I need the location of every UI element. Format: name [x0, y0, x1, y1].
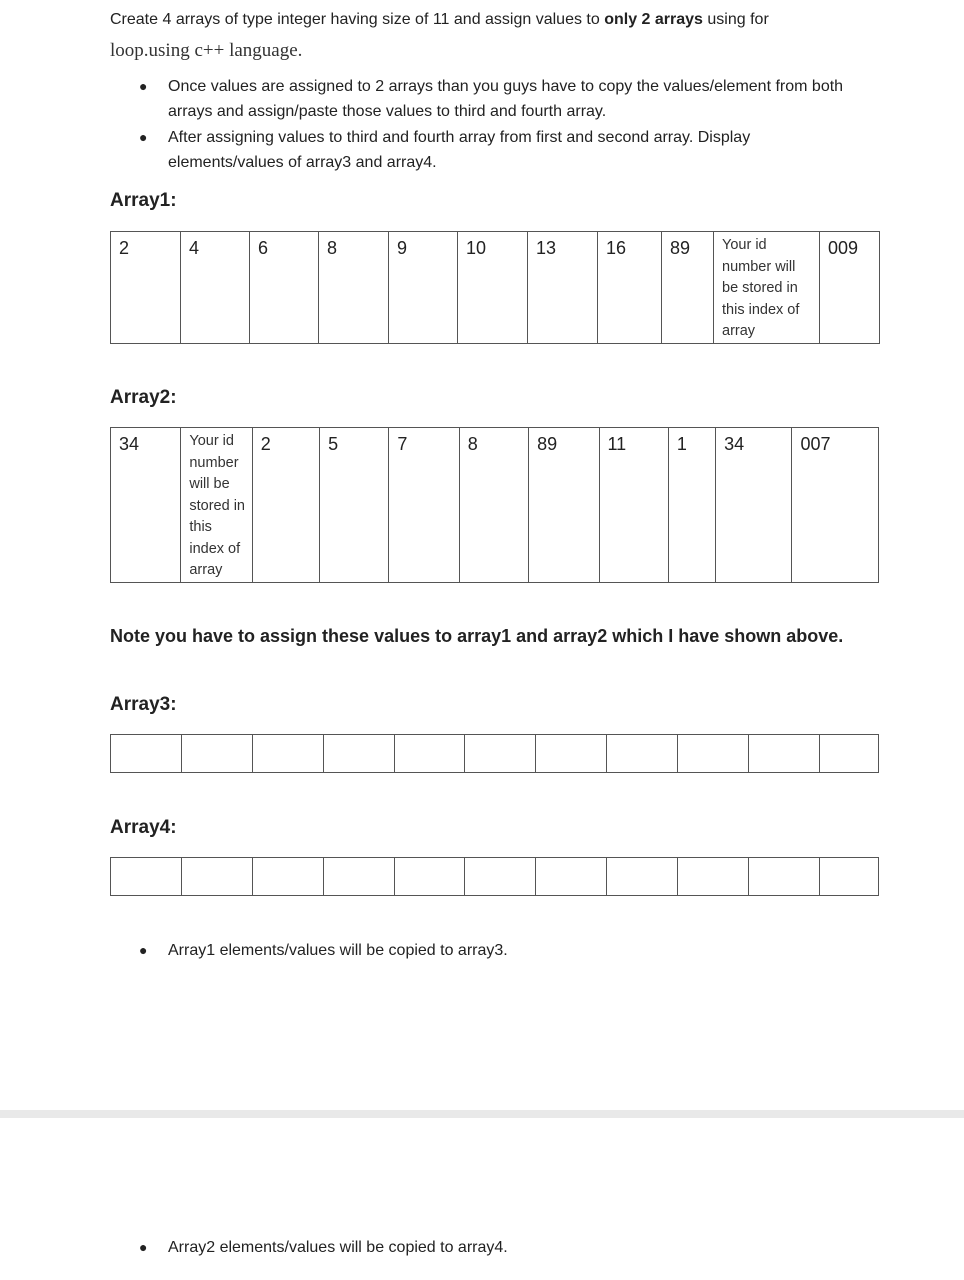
array2-id-cell: Your id number will be stored in this index of array	[181, 428, 252, 583]
array3-cell	[465, 735, 536, 773]
bullet-text: After assigning values to third and fourth array from first and second array. Display elements/values of array3 and array4.	[168, 129, 751, 171]
instruction-line-1-start: Create 4 arrays of type integer having size of 11 and assign values to	[110, 11, 605, 28]
instruction-line-1-end: using for	[702, 11, 769, 28]
bullet-icon: ●	[139, 78, 148, 94]
array1-heading: Array1:	[110, 190, 177, 211]
array3-cell	[394, 735, 465, 773]
array4-cell	[607, 858, 678, 896]
bullet-icon: ●	[139, 942, 148, 958]
array1-id-cell: Your id number will be stored in this index of array	[714, 232, 820, 344]
bullet-item-1	[139, 74, 848, 124]
array3-cell	[181, 735, 252, 773]
array2-cell: 2	[252, 428, 319, 583]
instruction-emphasis: only 2 arrays	[604, 11, 703, 28]
array3-cell	[323, 735, 394, 773]
bullet-item-2	[139, 125, 848, 175]
bullet-icon: ●	[139, 1239, 148, 1255]
array3-cell	[820, 735, 879, 773]
array1-cell: 10	[458, 232, 528, 344]
array1-cell: 16	[598, 232, 662, 344]
array2-cell: 1	[668, 428, 715, 583]
array2-heading: Array2:	[110, 387, 177, 408]
bullet-text: Array2 elements/values will be copied to array4.	[168, 1239, 508, 1256]
array4-cell	[323, 858, 394, 896]
array4-heading: Array4:	[110, 817, 177, 838]
array2-table	[110, 427, 879, 583]
array4-cell	[252, 858, 323, 896]
bullet-text: Array1 elements/values will be copied to array3.	[168, 942, 508, 959]
assignment-note: Note you have to assign these values to array1 and array2 which I have shown above.	[110, 626, 844, 646]
array3-cell	[111, 735, 182, 773]
array1-cell: 6	[250, 232, 319, 344]
array3-cell	[536, 735, 607, 773]
array2-cell: 8	[459, 428, 528, 583]
array4-cell	[111, 858, 182, 896]
bullet-item-4	[139, 1235, 848, 1260]
instruction-line-1	[110, 11, 769, 29]
array3-cell	[749, 735, 820, 773]
array3-cell	[252, 735, 323, 773]
array1-cell: 2	[111, 232, 181, 344]
array1-cell: 13	[528, 232, 598, 344]
array3-heading: Array3:	[110, 694, 177, 715]
array1-cell: 009	[820, 232, 880, 344]
array4-cell	[749, 858, 820, 896]
array2-cell: 007	[792, 428, 879, 583]
array2-cell: 89	[529, 428, 599, 583]
array1-cell: 89	[662, 232, 714, 344]
array4-cell	[678, 858, 749, 896]
array4-cell	[394, 858, 465, 896]
page-break-divider	[0, 1110, 964, 1118]
array4-cell	[820, 858, 879, 896]
array2-cell: 5	[320, 428, 389, 583]
bullet-text: Once values are assigned to 2 arrays than you guys have to copy the values/element from both arrays and assign/paste those values to third and fourth array.	[168, 78, 844, 120]
array2-cell: 11	[599, 428, 668, 583]
bullet-item-3	[139, 938, 848, 963]
array2-cell: 7	[389, 428, 459, 583]
array4-cell	[181, 858, 252, 896]
array2-cell: 34	[111, 428, 181, 583]
array4-table	[110, 857, 879, 896]
bullet-icon: ●	[139, 129, 148, 145]
array1-cell: 9	[389, 232, 458, 344]
instruction-line-2: loop.using c++ language.	[110, 40, 303, 61]
array3-cell	[607, 735, 678, 773]
array1-cell: 8	[319, 232, 389, 344]
array3-table	[110, 734, 879, 773]
array1-cell: 4	[181, 232, 250, 344]
array4-cell	[465, 858, 536, 896]
array4-cell	[536, 858, 607, 896]
array3-cell	[678, 735, 749, 773]
array2-cell: 34	[716, 428, 792, 583]
array1-table	[110, 231, 880, 344]
